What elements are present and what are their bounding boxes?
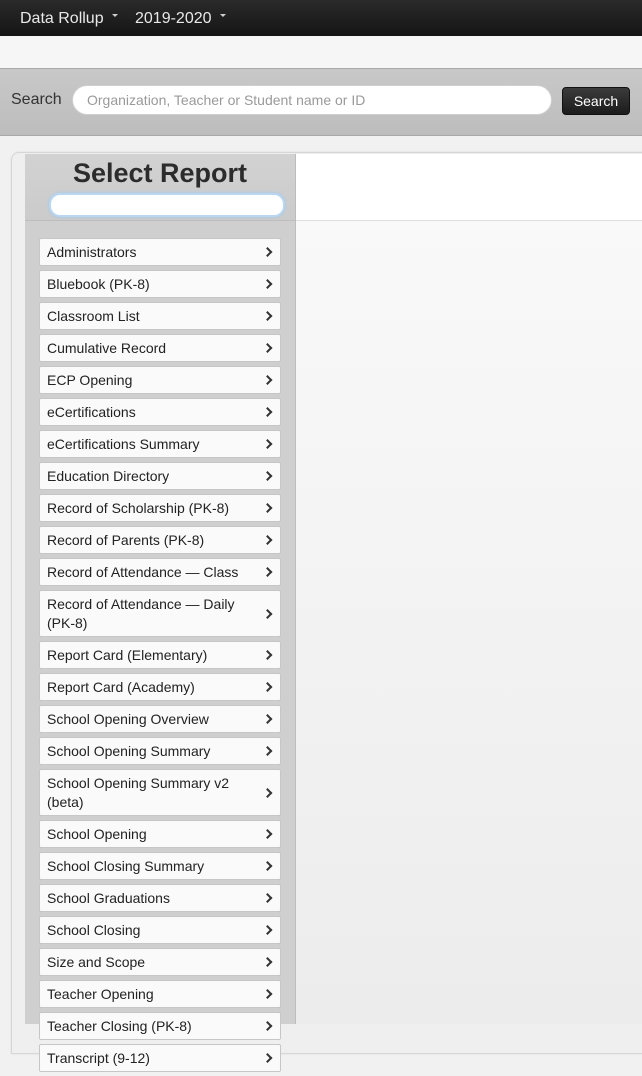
report-content-area — [295, 221, 642, 1024]
chevron-right-icon — [263, 279, 273, 289]
report-item[interactable] — [39, 334, 281, 362]
chevron-right-icon — [263, 609, 273, 619]
chevron-right-icon — [263, 861, 273, 871]
chevron-right-icon — [263, 925, 273, 935]
report-item-label: Record of Scholarship (PK-8) — [47, 500, 230, 516]
chevron-right-icon — [263, 343, 273, 353]
report-item-label: School Opening Overview — [47, 711, 209, 727]
report-item[interactable] — [39, 494, 281, 522]
report-item-label: School Closing Summary — [47, 858, 205, 874]
report-item[interactable] — [39, 705, 281, 733]
report-item-label: ECP Opening — [47, 372, 133, 388]
report-item-label: School Closing — [47, 922, 141, 938]
report-item[interactable] — [39, 526, 281, 554]
report-filter-input[interactable] — [49, 193, 285, 217]
chevron-right-icon — [263, 746, 273, 756]
chevron-right-icon — [263, 829, 273, 839]
report-item-label: Cumulative Record — [47, 340, 167, 356]
search-button[interactable]: Search — [562, 87, 630, 115]
chevron-right-icon — [263, 407, 273, 417]
report-item[interactable] — [39, 673, 281, 701]
report-item[interactable] — [39, 948, 281, 976]
chevron-right-icon — [263, 535, 273, 545]
search-input[interactable] — [72, 85, 552, 115]
data-rollup-menu-label: Data Rollup — [20, 10, 104, 27]
report-item-label: Education Directory — [47, 468, 170, 484]
report-item[interactable] — [39, 980, 281, 1008]
caret-down-icon — [220, 14, 226, 17]
search-bar — [0, 68, 642, 136]
report-sidebar — [25, 154, 296, 1066]
report-item-label: Transcript (9-12) — [47, 1050, 150, 1066]
report-item-label: Record of Attendance — Class — [47, 564, 239, 580]
chevron-right-icon — [263, 1053, 273, 1063]
report-item-label: Report Card (Elementary) — [47, 647, 208, 663]
report-item[interactable] — [39, 430, 281, 458]
report-item[interactable] — [39, 590, 281, 637]
chevron-right-icon — [263, 957, 273, 967]
report-item[interactable] — [39, 769, 281, 816]
top-nav-bar — [0, 0, 642, 36]
report-item[interactable] — [39, 884, 281, 912]
chevron-right-icon — [263, 375, 273, 385]
chevron-right-icon — [263, 567, 273, 577]
report-item[interactable] — [39, 238, 281, 266]
chevron-right-icon — [263, 1021, 273, 1031]
report-item-label: Bluebook (PK-8) — [47, 276, 150, 292]
report-item[interactable] — [39, 852, 281, 880]
report-item[interactable] — [39, 302, 281, 330]
report-content-header — [295, 154, 642, 221]
report-item-label: eCertifications Summary — [47, 436, 200, 452]
data-rollup-menu[interactable] — [20, 0, 118, 36]
report-item-label: School Graduations — [47, 890, 170, 906]
report-item[interactable] — [39, 462, 281, 490]
report-item[interactable] — [39, 1012, 281, 1040]
caret-down-icon — [112, 14, 118, 17]
chevron-right-icon — [263, 989, 273, 999]
chevron-right-icon — [263, 439, 273, 449]
report-item-label: Classroom List — [47, 308, 140, 324]
report-item-label: eCertifications — [47, 404, 136, 420]
chevron-right-icon — [263, 788, 273, 798]
report-item[interactable] — [39, 737, 281, 765]
report-item-label: Report Card (Academy) — [47, 679, 195, 695]
subheader-band — [0, 36, 642, 69]
report-item-label: School Opening — [47, 826, 147, 842]
report-list — [39, 238, 281, 1076]
report-item[interactable] — [39, 820, 281, 848]
school-year-menu-label: 2019-2020 — [135, 10, 212, 27]
chevron-right-icon — [263, 893, 273, 903]
chevron-right-icon — [263, 311, 273, 321]
report-item-label: Administrators — [47, 244, 137, 260]
report-item[interactable] — [39, 641, 281, 669]
school-year-menu[interactable] — [135, 0, 226, 36]
report-item-label: School Opening Summary v2 (beta) — [47, 775, 230, 810]
report-item[interactable] — [39, 916, 281, 944]
report-item-label: Teacher Opening — [47, 986, 154, 1002]
report-item[interactable] — [39, 398, 281, 426]
report-item[interactable] — [39, 366, 281, 394]
sidebar-header — [25, 154, 295, 221]
report-item-label: School Opening Summary — [47, 743, 211, 759]
report-item[interactable] — [39, 1044, 281, 1072]
report-item[interactable] — [39, 558, 281, 586]
chevron-right-icon — [263, 682, 273, 692]
chevron-right-icon — [263, 650, 273, 660]
sidebar-title: Select Report — [72, 158, 248, 188]
report-item-label: Record of Parents (PK-8) — [47, 532, 205, 548]
report-item-label: Size and Scope — [47, 954, 146, 970]
report-item-label: Teacher Closing (PK-8) — [47, 1018, 192, 1034]
chevron-right-icon — [263, 714, 273, 724]
chevron-right-icon — [263, 471, 273, 481]
report-item-label: Record of Attendance — Daily (PK-8) — [47, 596, 235, 631]
chevron-right-icon — [263, 247, 273, 257]
chevron-right-icon — [263, 503, 273, 513]
search-label: Search — [11, 91, 62, 108]
report-item[interactable] — [39, 270, 281, 298]
